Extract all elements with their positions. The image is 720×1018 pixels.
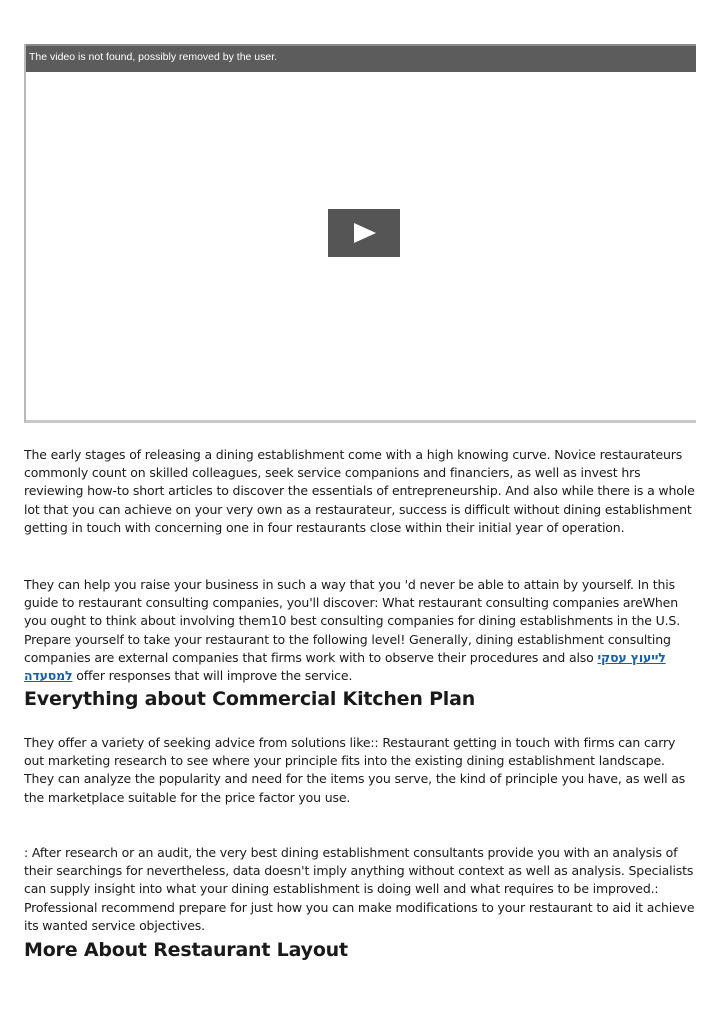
video-error-bar xyxy=(26,44,696,72)
play-icon xyxy=(354,223,376,243)
section-heading-kitchen-plan: Everything about Commercial Kitchen Plan xyxy=(24,688,476,710)
paragraph-services: They offer a variety of seeking advice from solutions like:: Restaurant getting in touch with firms can carry out marketing research to see where your principle fits into the existing dining establishment landscape. They can analyze the popularity and need for the items you serve, the kind of principle you have, as well as the marketplace suitable for the price factor you use. xyxy=(24,735,686,805)
paragraph-consulting-guide xyxy=(24,576,696,685)
section-heading-restaurant-layout: More About Restaurant Layout xyxy=(24,939,348,961)
paragraph-analysis: : After research or an audit, the very best dining establishment consultants provide you with an analysis of their searchings for nevertheless, data doesn't imply anything without context as well as analysis. Specialists can supply insight into what your dining establishment is doing well and what requires to be improved.: Professional recommend prepare for just how you can make modifications to your restaurant to aid it achieve its wanted service objectives. xyxy=(24,845,695,933)
paragraph-text-before-link: They can help you raise your business in such a way that you 'd never be able to attain by yourself. In this guide to restaurant consulting companies, you'll discover: What restaurant consulting companies areWhen you ought to think about involving them10 best consulting companies for dining establishments in the U.S. Prepare yourself to take your restaurant to the following level! Generally, dining establishment consulting companies are external companies that firms work with to observe their procedures and also xyxy=(24,577,681,665)
paragraph-text-after-link: offer responses that will improve the service. xyxy=(72,668,353,684)
paragraph-intro: The early stages of releasing a dining establishment come with a high knowing curve. Novice restaurateurs commonly count on skilled colleagues, seek service companions and financiers, as well as invest hrs reviewing how-to short articles to discover the essentials of entrepreneurship. And also while there is a whole lot that you can achieve on your very own as a restaurateur, success is difficult without dining establishment getting in touch with concerning one in four restaurants close within their initial year of operation. xyxy=(24,447,695,535)
video-player[interactable] xyxy=(24,44,696,423)
consulting-link[interactable]: לייעוץ עסקי למסעדה xyxy=(24,649,666,684)
video-error-message: The video is not found, possibly removed by the user. xyxy=(29,51,278,63)
play-button[interactable] xyxy=(328,209,400,257)
